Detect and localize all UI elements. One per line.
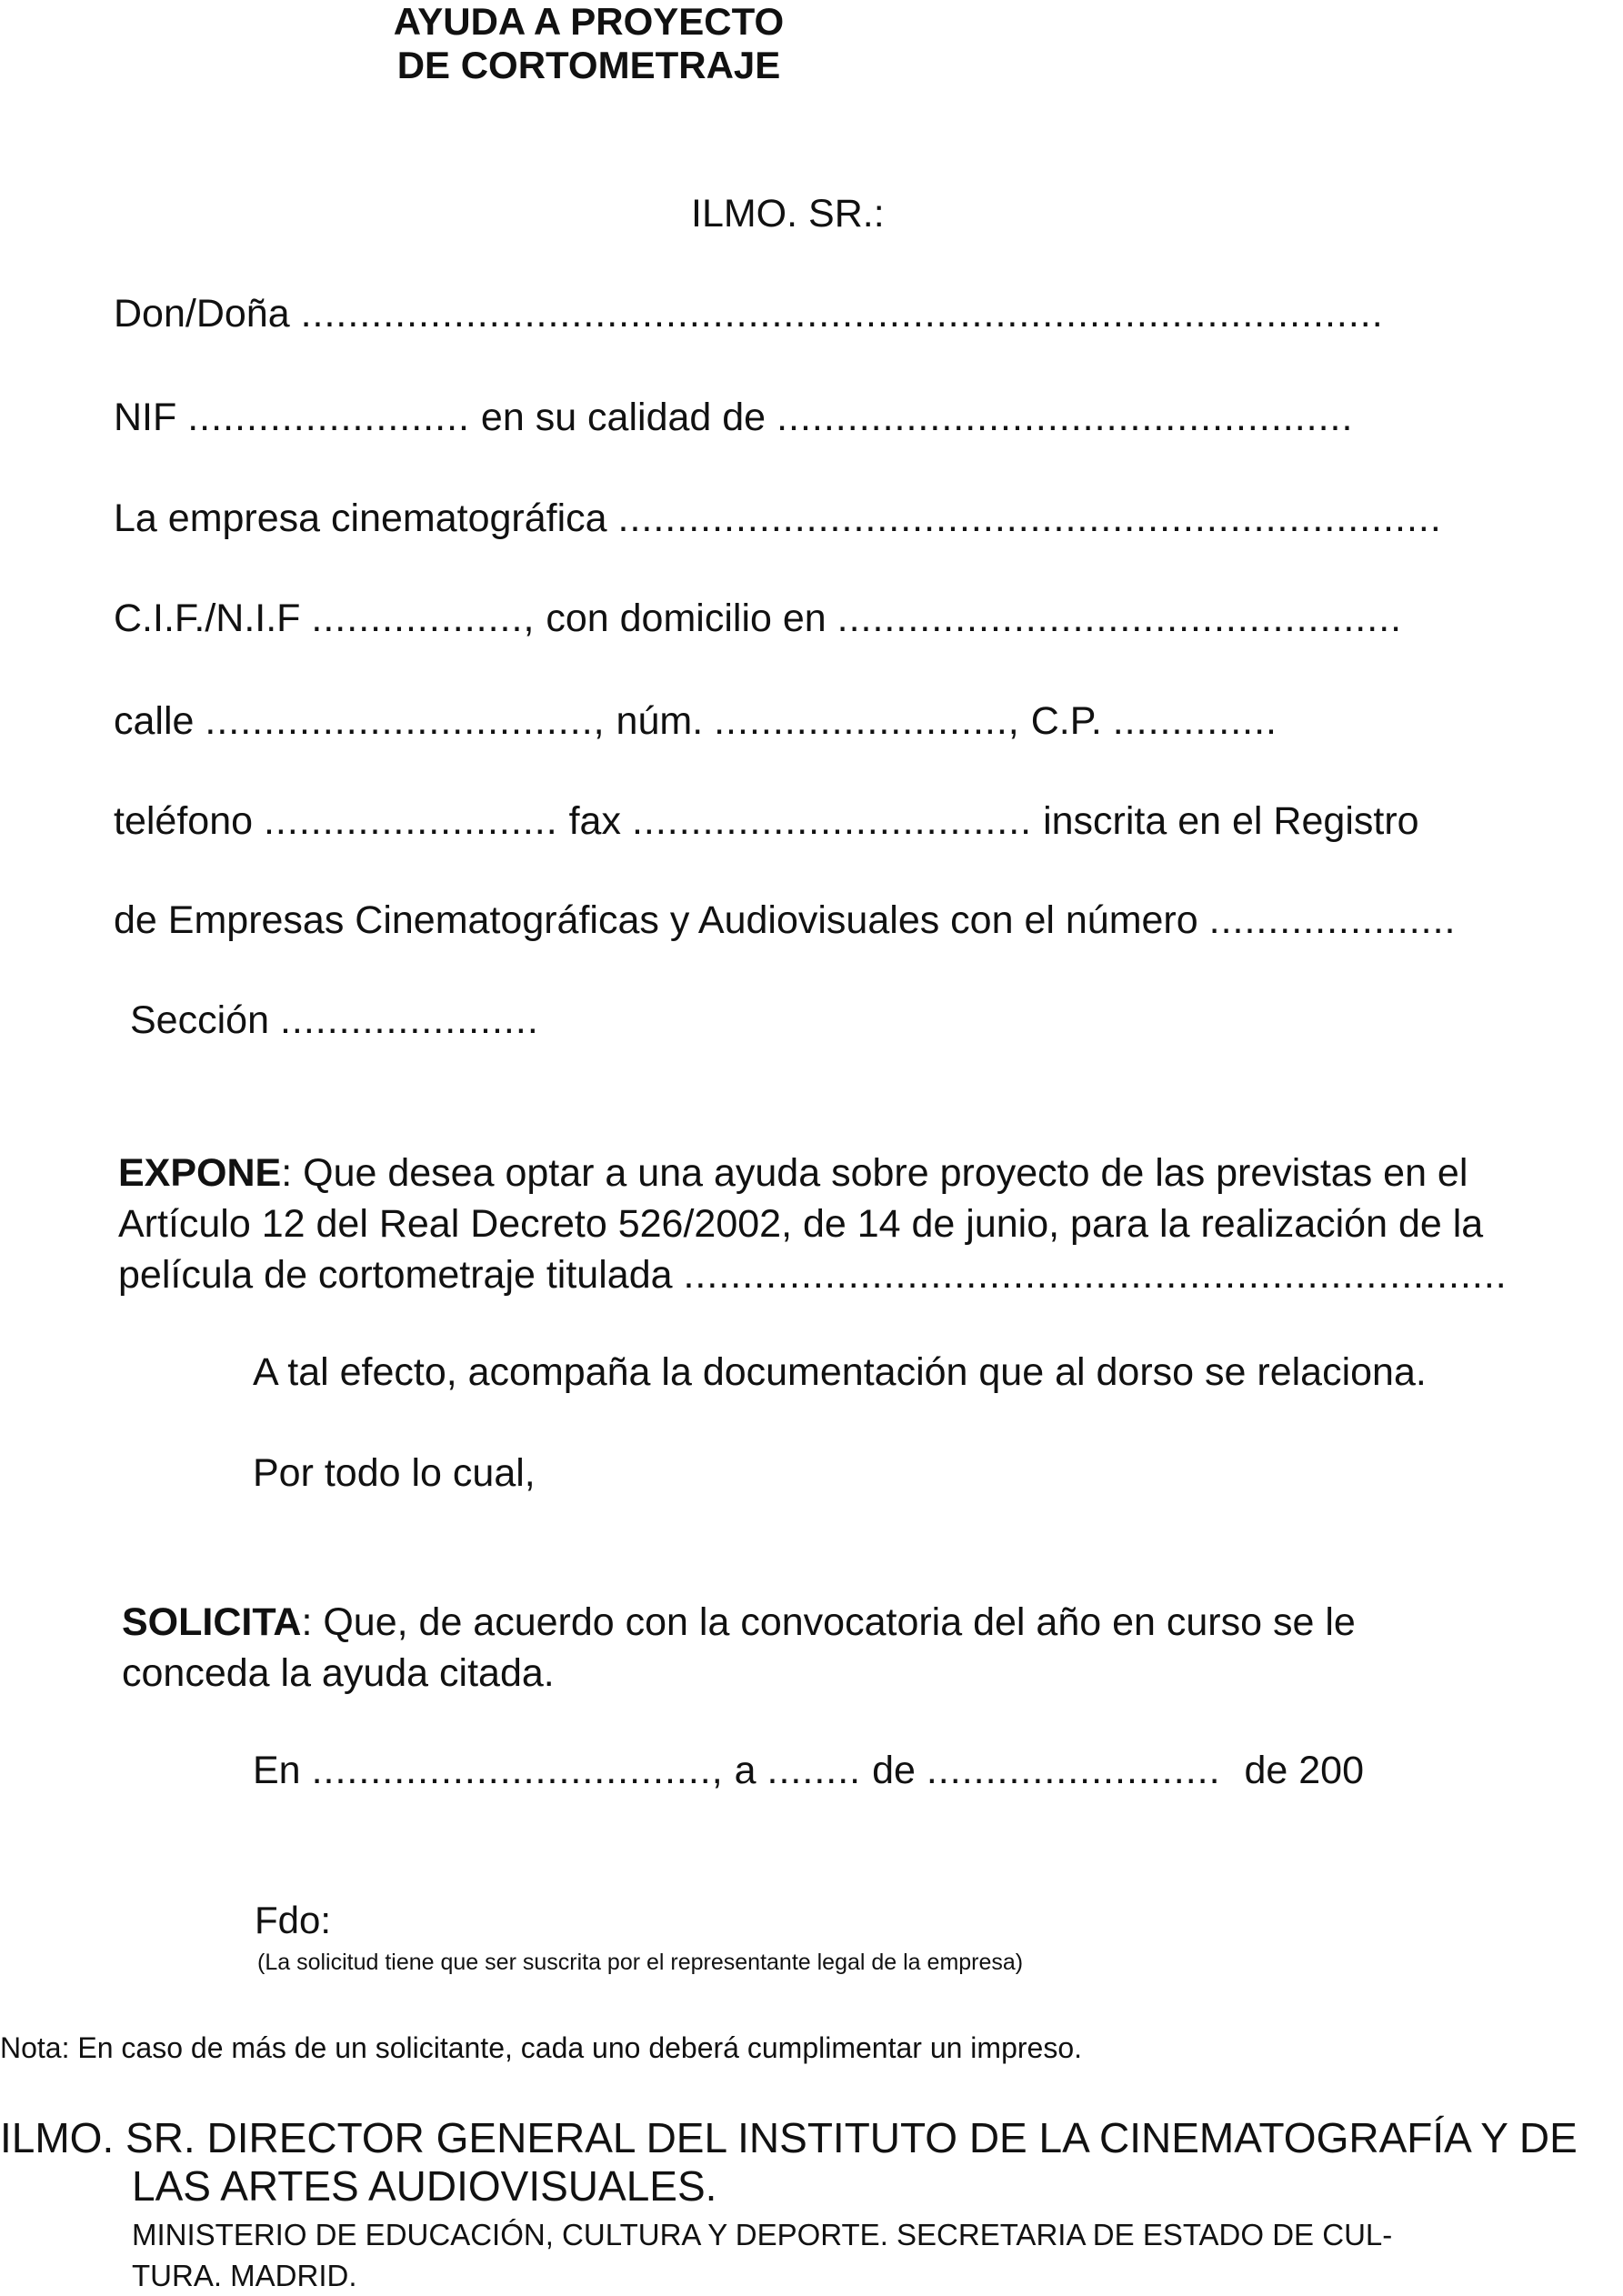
registro-numero-label: de Empresas Cinematográficas y Audiovisuales con el número bbox=[114, 898, 1198, 942]
nif-label: NIF bbox=[114, 396, 177, 439]
calidad-label: en su calidad de bbox=[480, 396, 766, 439]
telefono-dots: ......................... bbox=[263, 799, 558, 843]
registro-numero-field[interactable] bbox=[114, 897, 1457, 943]
empresa-field[interactable] bbox=[114, 496, 1442, 541]
num-label: núm. bbox=[616, 699, 704, 743]
director-line1: ILMO. SR. DIRECTOR GENERAL DEL INSTITUTO DE LA CINEMATOGRAFÍA Y DE bbox=[0, 2114, 1578, 2161]
cif-label: C.I.F./N.I.F bbox=[114, 597, 301, 640]
de-label: de bbox=[872, 1749, 916, 1792]
ministerio-line1: MINISTERIO DE EDUCACIÓN, CULTURA Y DEPORTE. SECRETARIA DE ESTADO DE CUL- bbox=[132, 2218, 1393, 2251]
document-title-line2: DE CORTOMETRAJE bbox=[396, 44, 781, 86]
expone-line2: Artículo 12 del Real Decreto 526/2002, de 14 de junio, para la realización de la bbox=[118, 1202, 1484, 1246]
director-line2: LAS ARTES AUDIOVISUALES. bbox=[132, 2162, 717, 2210]
year-label: de 200 bbox=[1244, 1749, 1365, 1792]
expone-line1 bbox=[118, 1148, 1468, 1199]
calle-label: calle bbox=[114, 699, 195, 743]
efecto-text: A tal efecto, acompaña la documentación que al dorso se relaciona. bbox=[253, 1350, 1427, 1394]
registro-label: inscrita en el Registro bbox=[1043, 799, 1419, 843]
telefono-label: teléfono bbox=[114, 799, 254, 843]
solicita-line1 bbox=[122, 1597, 1356, 1649]
calle-field[interactable] bbox=[114, 698, 1277, 744]
fax-dots: .................................. bbox=[631, 799, 1033, 843]
registro-numero-dots: ..................... bbox=[1208, 898, 1457, 942]
a-dots: ........ bbox=[766, 1749, 862, 1792]
en-dots: .................................., bbox=[311, 1749, 724, 1792]
don-dona-label: Don/Doña bbox=[114, 292, 290, 336]
document-title-line1: AYUDA A PROYECTO bbox=[393, 0, 785, 43]
seccion-dots: ...................... bbox=[279, 998, 539, 1042]
domicilio-label: con domicilio en bbox=[546, 597, 827, 640]
de-dots: ......................... bbox=[926, 1749, 1221, 1792]
fecha-line[interactable] bbox=[253, 1748, 1364, 1793]
por-todo-text: Por todo lo cual, bbox=[253, 1451, 536, 1495]
domicilio-dots: ................................................ bbox=[837, 597, 1403, 640]
firma-note: (La solicitud tiene que ser suscrita por el representante legal de la empresa) bbox=[257, 1950, 1024, 1975]
calle-dots: ................................., bbox=[205, 699, 606, 743]
cif-dots: .................., bbox=[311, 597, 536, 640]
don-dona-dots: ............................................................................................ bbox=[300, 292, 1384, 336]
expone-line3[interactable] bbox=[118, 1249, 1508, 1301]
ministerio-line2: TURA. MADRID. bbox=[132, 2259, 357, 2292]
don-dona-field[interactable] bbox=[114, 291, 1384, 336]
en-label: En bbox=[253, 1749, 301, 1792]
expone-heading: EXPONE bbox=[118, 1151, 282, 1195]
solicita-line2: conceda la ayuda citada. bbox=[122, 1651, 555, 1695]
cp-label: C.P. bbox=[1030, 699, 1102, 743]
num-dots: ........................., bbox=[714, 699, 1020, 743]
cif-field[interactable] bbox=[114, 596, 1402, 641]
seccion-label: Sección bbox=[130, 998, 269, 1042]
nif-field[interactable] bbox=[114, 395, 1353, 440]
nif-dots: ........................ bbox=[187, 396, 470, 439]
solicita-heading: SOLICITA bbox=[122, 1600, 302, 1644]
empresa-label: La empresa cinematográfica bbox=[114, 496, 607, 540]
salutation: ILMO. SR.: bbox=[691, 192, 885, 236]
solicita-text-line1: : Que, de acuerdo con la convocatoria del año en curso se le bbox=[301, 1600, 1356, 1644]
expone-text-line1: : Que desea optar a una ayuda sobre proyecto de las previstas en el bbox=[281, 1151, 1468, 1195]
seccion-field[interactable] bbox=[130, 998, 539, 1043]
nota-text: Nota: En caso de más de un solicitante, cada uno deberá cumplimentar un impreso. bbox=[0, 2031, 1082, 2064]
titulo-label: película de cortometraje titulada bbox=[118, 1253, 673, 1297]
titulo-dots: ...................................................................... bbox=[683, 1253, 1508, 1297]
calidad-dots: ................................................. bbox=[776, 396, 1354, 439]
fdo-label: Fdo: bbox=[255, 1899, 332, 1941]
cp-dots: .............. bbox=[1112, 699, 1277, 743]
telefono-field[interactable] bbox=[114, 798, 1419, 844]
fax-label: fax bbox=[568, 799, 621, 843]
a-label: a bbox=[734, 1749, 756, 1792]
empresa-dots: ...................................................................... bbox=[617, 496, 1442, 540]
